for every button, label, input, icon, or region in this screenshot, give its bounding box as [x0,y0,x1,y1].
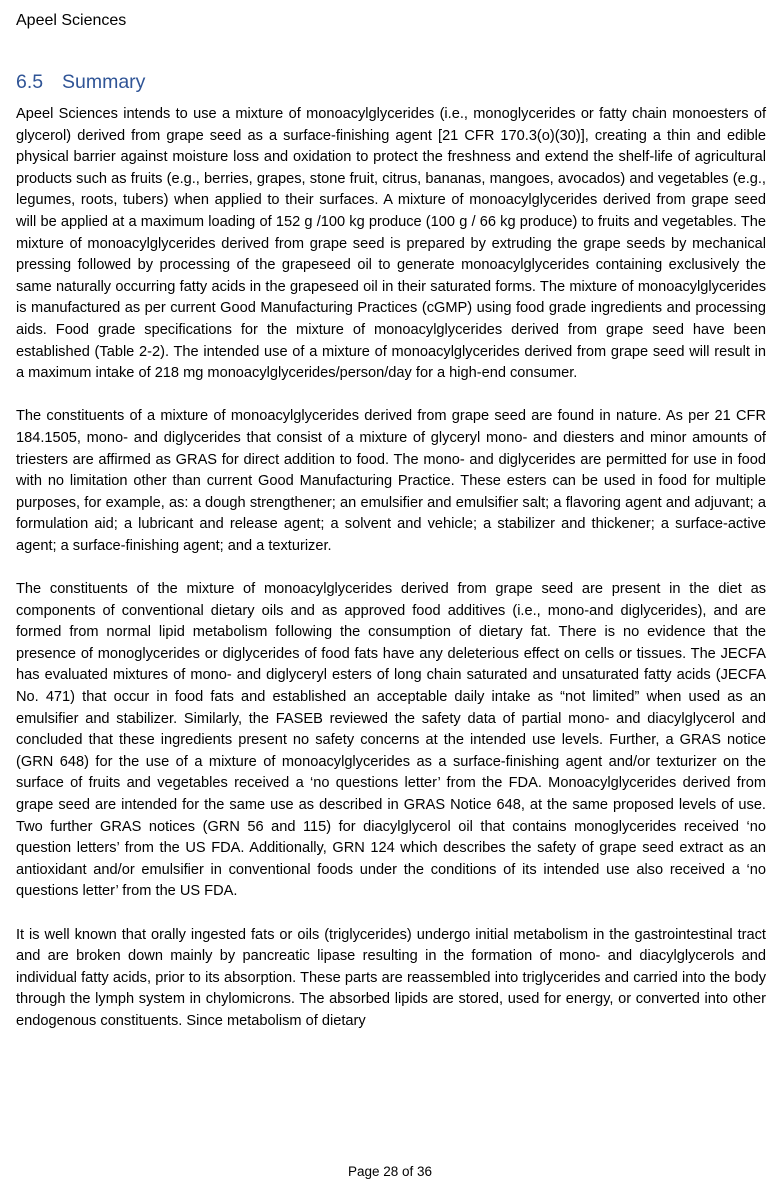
paragraph-3: The constituents of the mixture of monoacylglycerides derived from grape seed are present in the diet as components of conventional dietary oils and as approved food additives (i.e., mono-and diglycerides), and are formed from normal lipid metabolism following the consumption of dietary fat. There is no evidence that the presence of monoglycerides or diglycerides of food fats have any deleterious effect on cells or tissues. The JECFA has evaluated mixtures of mono- and diglyceryl esters of long chain saturated and unsaturated fatty acids (JECFA No. 471) that occur in food fats and established an acceptable daily intake as “not limited” when used as an emulsifier and stabilizer. Similarly, the FASEB reviewed the safety data of partial mono- and diacylglycerol and concluded that these ingredients present no safety concerns at the intended use levels. Further, a GRAS notice (GRN 648) for the use of a mixture of monoacylglycerides as a surface-finishing agent and/or texturizer on the surface of fruits and vegetables received a ‘no questions letter’ from the FDA. Monoacylglycerides derived from grape seed are intended for the same use as described in GRAS Notice 648, at the same proposed levels of use. Two further GRAS notices (GRN 56 and 115) for diacylglycerol oil that contains monoglycerides received ‘no question letters’ from the US FDA. Additionally, GRN 124 which describes the safety of grape seed extract as an antioxidant and/or emulsifier in conventional foods under the conditions of its intended use also received a ‘no questions letter’ from the US FDA. [16,581,766,900]
paragraph-1: Apeel Sciences intends to use a mixture of monoacylglycerides (i.e., monoglycerides or fatty chain monoesters of glycerol) derived from grape seed as a surface-finishing agent [21 CFR 170.3(o)(30)], creating a thin and edible physical barrier against moisture loss and oxidation to protect the freshness and extend the shelf-life of agricultural products such as fruits (e.g., berries, grapes, stone fruit, citrus, bananas, mangoes, avocados) and vegetables (e.g., legumes, roots, tubers) when applied to their surfaces. A mixture of monoacylglycerides derived from grape seed will be applied at a maximum loading of 152 g /100 kg produce (100 g / 66 kg produce) to fruits and vegetables. The mixture of monoacylglycerides derived from grape seed is prepared by extruding the grape seeds by mechanical pressing followed by processing of the grapeseed oil to generate monoacylglycerides containing exclusively the same naturally occurring fatty acids in the grapeseed oil in their saturated forms. The mixture of monoacylglycerides is manufactured as per current Good Manufacturing Practices (cGMP) using food grade ingredients and processing aids. Food grade specifications for the mixture of monoacylglycerides derived from grape seed have been established (Table 2-2). The intended use of a mixture of monoacylglycerides derived from grape seed will result in a maximum intake of 218 mg monoacylglycerides/person/day for a high-end consumer. [16,106,766,382]
section-number: 6.5 [16,71,44,93]
body-text [16,104,766,1033]
section-title-text: Summary [62,71,146,93]
paragraph-4: It is well known that orally ingested fats or oils (triglycerides) undergo initial metabolism in the gastrointestinal tract and are broken down mainly by pancreatic lipase resulting in the formation of mono- and diacylglycerols and individual fatty acids, prior to its absorption. These parts are reassembled into triglycerides and carried into the body through the lymph system in chylomicrons. The absorbed lipids are stored, used for energy, or converted into other endogenous constituents. Since metabolism of dietary [16,926,766,1029]
paragraph-2: The constituents of a mixture of monoacylglycerides derived from grape seed are found in nature. As per 21 CFR 184.1505, mono- and diglycerides that consist of a mixture of glyceryl mono- and diesters and minor amounts of triesters are affirmed as GRAS for direct addition to food. The mono- and diglycerides are permitted for use in food with no limitation other than current Good Manufacturing Practice. These esters can be used in food for multiple purposes, for example, as: a dough strengthener; an emulsifier and emulsifier salt; a flavoring agent and adjuvant; a formulation aid; a lubricant and release agent; a solvent and vehicle; a stabilizer and thickener; a surface-active agent; a surface-finishing agent; and a texturizer. [16,408,766,554]
running-header: Apeel Sciences [16,12,127,29]
page-number-footer: Page 28 of 36 [347,1164,433,1179]
section-heading [16,70,145,94]
